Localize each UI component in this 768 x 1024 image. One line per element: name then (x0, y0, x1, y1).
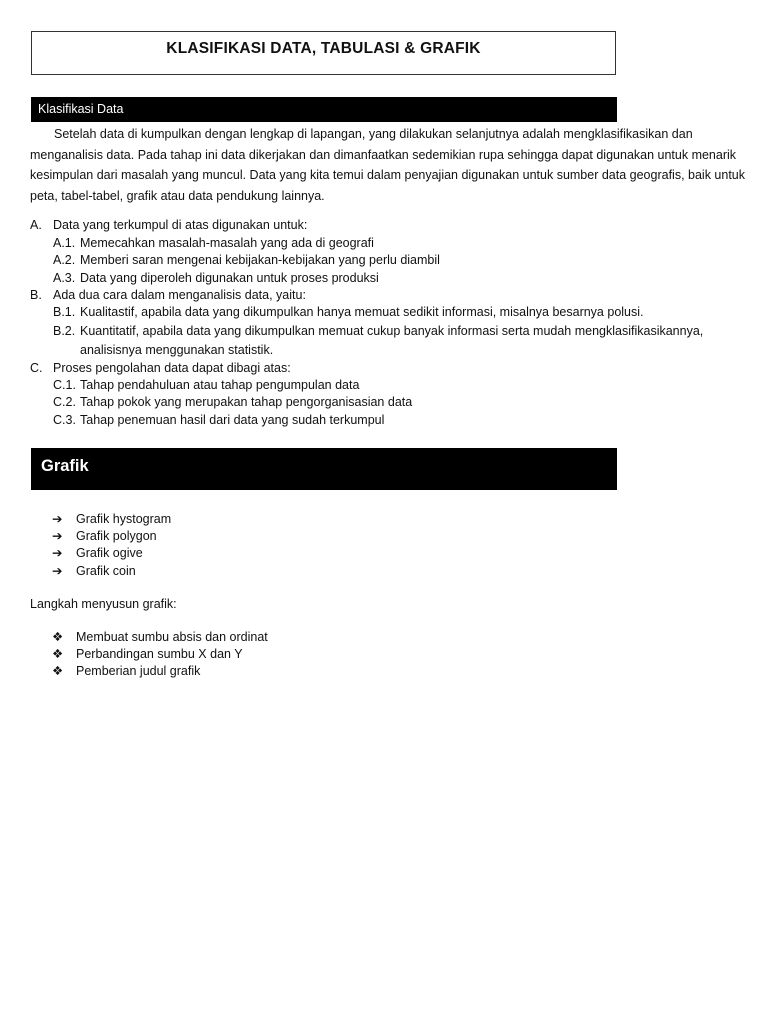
list-label: A. (30, 218, 42, 232)
steps-title: Langkah menyusun grafik: (30, 597, 177, 611)
list-sublabel: C.2. (53, 395, 76, 409)
list-label: B. (30, 288, 42, 302)
arrow-right-icon: ➔ (52, 512, 63, 526)
list-text: Data yang terkumpul di atas digunakan untuk: (53, 218, 308, 232)
grafik-type: Grafik polygon (76, 529, 157, 543)
list-sublabel: C.3. (53, 413, 76, 427)
grafik-type: Grafik hystogram (76, 512, 172, 526)
list-subtext: Tahap pokok yang merupakan tahap pengorganisasian data (80, 395, 413, 409)
list-subtext: Data yang diperoleh digunakan untuk proses produksi (80, 271, 379, 285)
arrow-right-icon: ➔ (52, 529, 63, 543)
list-subtext: Kuantitatif, apabila data yang dikumpulkan memuat cukup banyak informasi serta mudah mengklasifikasikannya, (80, 324, 704, 338)
list-sublabel: A.2. (53, 253, 76, 267)
intro-paragraph (30, 124, 745, 206)
step-text: Pemberian judul grafik (76, 664, 201, 678)
step-text: Membuat sumbu absis dan ordinat (76, 630, 268, 644)
list-sublabel: B.1. (53, 305, 76, 319)
list-text: Ada dua cara dalam menganalisis data, yaitu: (53, 288, 306, 302)
list-text: Proses pengolahan data dapat dibagi atas: (53, 361, 291, 375)
section-heading-bar-grafik (31, 448, 617, 490)
list-sublabel: A.3. (53, 271, 76, 285)
list-sublabel: A.1. (53, 236, 76, 250)
list-subtext: Tahap penemuan hasil dari data yang sudah terkumpul (80, 413, 385, 427)
arrow-right-icon: ➔ (52, 564, 63, 578)
arrow-right-icon: ➔ (52, 546, 63, 560)
list-subtext: analisisnya menggunakan statistik. (80, 343, 274, 357)
four-diamond-icon: ❖ (52, 664, 64, 678)
intro-paragraph-text: Setelah data di kumpulkan dengan lengkap di lapangan, yang dilakukan selanjutnya adalah mengklasifikasikan dan menganalisis data. Pada tahap ini data dikerjakan dan dimanfaatkan sedemikian rupa sehingga dapat digunakan untuk menarik kesimpulan dari masalah yang muncul. Data yang kita temui dalam penyajian digunakan untuk sumber data geografis, baik untuk peta, tabel-tabel, grafik atau data pendukung lainnya. (30, 127, 746, 203)
four-diamond-icon: ❖ (52, 647, 64, 661)
list-sublabel: B.2. (53, 324, 76, 338)
list-subtext: Tahap pendahuluan atau tahap pengumpulan data (80, 378, 360, 392)
title-box (31, 31, 616, 75)
grafik-type: Grafik coin (76, 564, 136, 578)
list-label: C. (30, 361, 43, 375)
page-title: KLASIFIKASI DATA, TABULASI & GRAFIK (166, 40, 481, 57)
list-subtext: Kualitastif, apabila data yang dikumpulkan hanya memuat sedikit informasi, misalnya besarnya polusi. (80, 305, 644, 319)
four-diamond-icon: ❖ (52, 630, 64, 644)
section-heading: Grafik (41, 457, 89, 475)
list-subtext: Memecahkan masalah-masalah yang ada di geografi (80, 236, 374, 250)
section-heading: Klasifikasi Data (38, 102, 124, 116)
step-text: Perbandingan sumbu X dan Y (76, 647, 243, 661)
section-heading-bar-klasifikasi (31, 97, 617, 122)
list-subtext: Memberi saran mengenai kebijakan-kebijakan yang perlu diambil (80, 253, 440, 267)
grafik-type: Grafik ogive (76, 546, 143, 560)
list-sublabel: C.1. (53, 378, 76, 392)
